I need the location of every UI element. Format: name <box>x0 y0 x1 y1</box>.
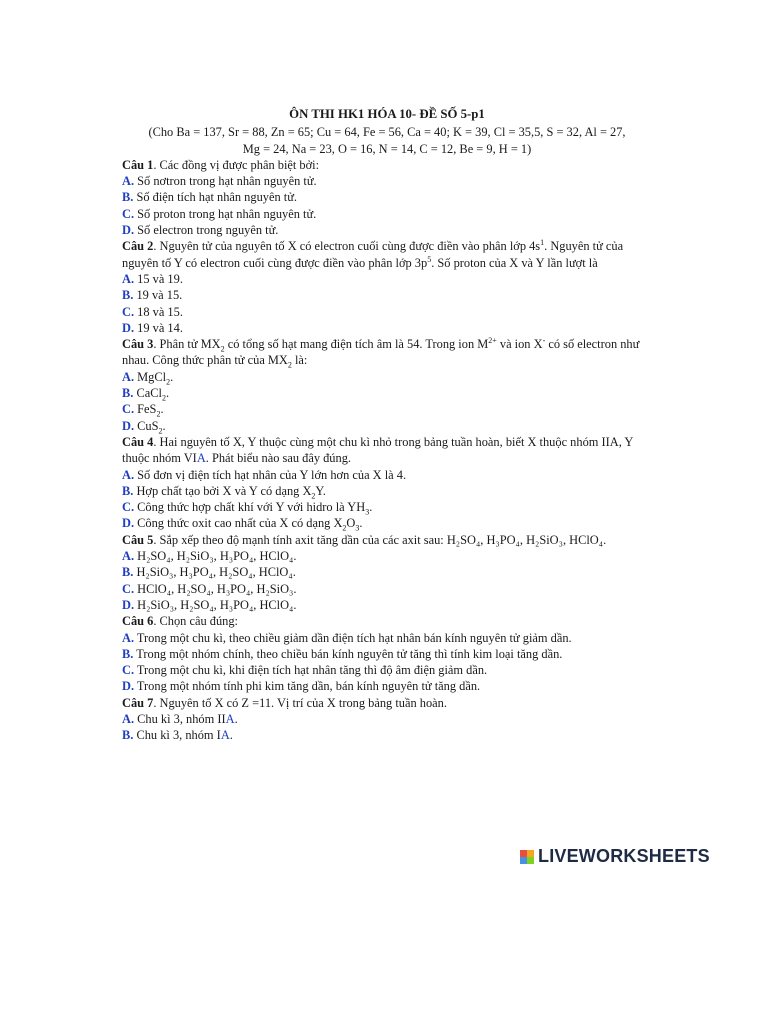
option-letter: B. <box>122 728 134 743</box>
question-7 <box>122 695 652 711</box>
superscript: - <box>542 336 546 346</box>
logo-square-4 <box>527 857 534 864</box>
option-text: . <box>234 711 238 726</box>
subscript: 2 <box>311 491 316 501</box>
option-letter: B. <box>122 190 134 205</box>
option-text: 19 và 14. <box>134 320 183 335</box>
option-letter: A. <box>122 630 135 645</box>
option-letter: D. <box>122 516 135 531</box>
option-text: Số đơn vị điện tích hạt nhân của Y lớn hơn của X là 4. <box>134 467 407 482</box>
q3-option-b <box>122 385 652 401</box>
question-4 <box>122 434 652 467</box>
option-text: Y. <box>315 483 326 498</box>
question-label: Câu 4 <box>122 434 154 449</box>
option-text: 18 và 15. <box>134 304 183 319</box>
superscript: 5 <box>427 254 432 264</box>
question-text: . Chọn câu đúng: <box>153 614 238 629</box>
option-text: Trong một chu kì, khi điện tích hạt nhân tăng thì độ âm điện giảm dần. <box>134 663 488 678</box>
option-letter: A. <box>122 549 135 564</box>
q1-option-d <box>122 222 652 238</box>
option-text: . <box>229 728 233 743</box>
option-text: 19 và 15. <box>133 288 183 303</box>
subscript: 2 <box>342 523 347 533</box>
given-masses-line-1: (Cho Ba = 137, Sr = 88, Zn = 65; Cu = 64, Fe = 56, Ca = 40; K = 39, Cl = 35,5, S = 32, Al = 27, <box>148 125 626 140</box>
option-letter: B. <box>122 483 134 498</box>
subscript: 2 <box>158 426 163 436</box>
option-letter: A. <box>122 711 135 726</box>
q6-option-a <box>122 630 652 646</box>
question-text: . Các đồng vị được phân biệt bởi: <box>153 157 320 172</box>
document-body <box>122 106 652 744</box>
logo-text: LIVEWORKSHEETS <box>538 846 710 866</box>
question-label: Câu 6 <box>122 614 154 629</box>
q2-option-c <box>122 304 652 320</box>
q5-option-c <box>122 581 652 597</box>
subscript: 2 <box>161 393 166 403</box>
q1-option-c <box>122 206 652 222</box>
question-text: và ion X <box>496 337 543 352</box>
option-text: Số nơtron trong hạt nhân nguyên tử. <box>134 174 317 189</box>
option-text: Công thức oxit cao nhất của X có dạng X <box>134 516 343 531</box>
option-text: Số điện tích hạt nhân nguyên tử. <box>133 190 298 205</box>
q5-option-b <box>122 564 652 580</box>
option-letter: C. <box>122 206 135 221</box>
question-label: Câu 2 <box>122 239 154 254</box>
q2-option-b <box>122 287 652 303</box>
option-text: Trong một chu kì, theo chiều giảm dần điện tích hạt nhân bán kính nguyên tử giảm dần. <box>134 630 572 645</box>
option-text: Hợp chất tạo bởi X và Y có dạng X <box>133 483 312 498</box>
q2-option-a <box>122 271 652 287</box>
option-letter: D. <box>122 320 135 335</box>
option-text: H₂SiO₃, H₃PO₄, H₂SO₄, HClO₄. <box>133 565 296 580</box>
option-text: Số proton trong hạt nhân nguyên tử. <box>134 206 317 221</box>
option-letter: C. <box>122 304 135 319</box>
subscript: 3 <box>365 507 370 517</box>
q3-option-a <box>122 369 652 385</box>
option-letter: A. <box>122 369 135 384</box>
q7-option-b <box>122 727 652 743</box>
subscript: 2 <box>287 360 292 370</box>
subscript: 3 <box>355 523 360 533</box>
logo-square-2 <box>527 850 534 857</box>
option-text: . <box>165 386 170 401</box>
option-text: . <box>369 500 373 515</box>
logo-square-3 <box>520 857 527 864</box>
option-letter: C. <box>122 402 135 417</box>
option-text: . <box>359 516 363 531</box>
option-text: Trong một nhóm tính phi kim tăng dần, bán kính nguyên tử tăng dần. <box>134 679 481 694</box>
question-text: . Nguyên tố X có Z =11. Vị trí của X trong bảng tuần hoàn. <box>153 695 447 710</box>
q6-option-c <box>122 662 652 678</box>
question-label: Câu 3 <box>122 337 154 352</box>
option-text: Công thức hợp chất khí với Y với hidro là YH <box>134 500 366 515</box>
question-label: Câu 5 <box>122 532 154 547</box>
option-text: MgCl <box>134 369 167 384</box>
option-text: Số electron trong nguyên tử. <box>134 223 279 238</box>
superscript: 2+ <box>488 336 497 346</box>
option-text: Trong một nhóm chính, theo chiều bán kính nguyên tử tăng thì tính kim loại tăng dần. <box>133 646 563 661</box>
question-text: . Hai nguyên tố X, Y thuộc cùng một chu kì nhỏ trong bảng tuần hoàn, biết X thuộc nhóm IIA, Y thuộc nhóm VI <box>122 434 633 466</box>
superscript: 1 <box>540 238 545 248</box>
q4-option-d <box>122 515 652 531</box>
option-text: CaCl <box>133 386 162 401</box>
option-letter: B. <box>122 386 134 401</box>
question-text: có số electron như nhau. Công thức phân tử của MX <box>122 337 640 368</box>
q2-option-d <box>122 320 652 336</box>
question-text: . Sắp xếp theo độ mạnh tính axit tăng dần của các axit sau: H₂SO₄, H₃PO₄, H₂SiO₃, HClO₄. <box>153 532 607 547</box>
option-letter: C. <box>122 500 135 515</box>
document-title: ÔN THI HK1 HÓA 10- ĐỀ SỐ 5-p1 <box>289 107 485 121</box>
given-masses-line-2: Mg = 24, Na = 23, O = 16, N = 14, C = 12, Be = 9, H = 1) <box>242 141 532 156</box>
option-letter: A. <box>122 174 135 189</box>
question-text: . Nguyên tử của nguyên tố Y có electron cuối cùng được điền vào phân lớp 3p <box>122 239 624 270</box>
option-letter: B. <box>122 288 134 303</box>
option-text: H₂SO₄, H₂SiO₃, H₃PO₄, HClO₄. <box>134 549 297 564</box>
subscript: 2 <box>220 344 225 354</box>
q4-option-c <box>122 499 652 515</box>
q3-option-d <box>122 418 652 434</box>
highlight-text: A <box>196 451 206 466</box>
question-text: có tổng số hạt mang điện tích âm là 54. Trong ion M <box>224 337 489 352</box>
q1-option-a <box>122 173 652 189</box>
question-2 <box>122 238 652 271</box>
option-letter: B. <box>122 646 134 661</box>
question-1 <box>122 157 652 173</box>
q5-option-d <box>122 597 652 613</box>
q6-option-d <box>122 678 652 694</box>
question-6 <box>122 613 652 629</box>
question-text: là: <box>291 353 308 368</box>
option-text: O <box>346 516 356 531</box>
question-text: . Phân tử MX <box>153 337 221 352</box>
option-text: . <box>162 418 166 433</box>
q1-option-b <box>122 189 652 205</box>
question-3 <box>122 336 652 369</box>
option-text: Chu kì 3, nhóm II <box>134 711 226 726</box>
question-label: Câu 7 <box>122 695 154 710</box>
option-text: CuS <box>134 418 159 433</box>
option-text: H₂SiO₃, H₂SO₄, H₃PO₄, HClO₄. <box>134 597 297 612</box>
option-letter: D. <box>122 679 135 694</box>
q4-option-a <box>122 467 652 483</box>
question-label: Câu 1 <box>122 157 154 172</box>
q4-option-b <box>122 483 652 499</box>
option-letter: C. <box>122 663 135 678</box>
option-text: . <box>160 402 164 417</box>
question-text: . Phát biểu nào sau đây đúng. <box>205 451 351 466</box>
option-text: FeS <box>134 402 157 417</box>
q3-option-c <box>122 401 652 417</box>
option-letter: A. <box>122 271 135 286</box>
option-letter: A. <box>122 467 135 482</box>
option-text: 15 và 19. <box>134 271 183 286</box>
option-letter: B. <box>122 565 134 580</box>
logo-square-1 <box>520 850 527 857</box>
option-letter: D. <box>122 418 135 433</box>
option-letter: D. <box>122 223 135 238</box>
q5-option-a <box>122 548 652 564</box>
option-letter: C. <box>122 581 135 596</box>
option-text: HClO₄, H₂SO₄, H₃PO₄, H₂SiO₃. <box>134 581 297 596</box>
subscript: 2 <box>166 377 171 387</box>
q7-option-a <box>122 711 652 727</box>
liveworksheets-logo <box>520 846 710 867</box>
option-text: Chu kì 3, nhóm I <box>133 728 221 743</box>
option-text: . <box>170 369 174 384</box>
question-text: . Nguyên tử của nguyên tố X có electron cuối cùng được điền vào phân lớp 4s <box>153 239 541 254</box>
highlight-text: A <box>220 728 230 743</box>
option-letter: D. <box>122 597 135 612</box>
logo-grid-icon <box>520 850 534 864</box>
question-text: . Số proton của X và Y lần lượt là <box>431 255 598 270</box>
highlight-text: A <box>225 711 235 726</box>
question-5 <box>122 532 652 548</box>
subscript: 2 <box>156 409 161 419</box>
q6-option-b <box>122 646 652 662</box>
